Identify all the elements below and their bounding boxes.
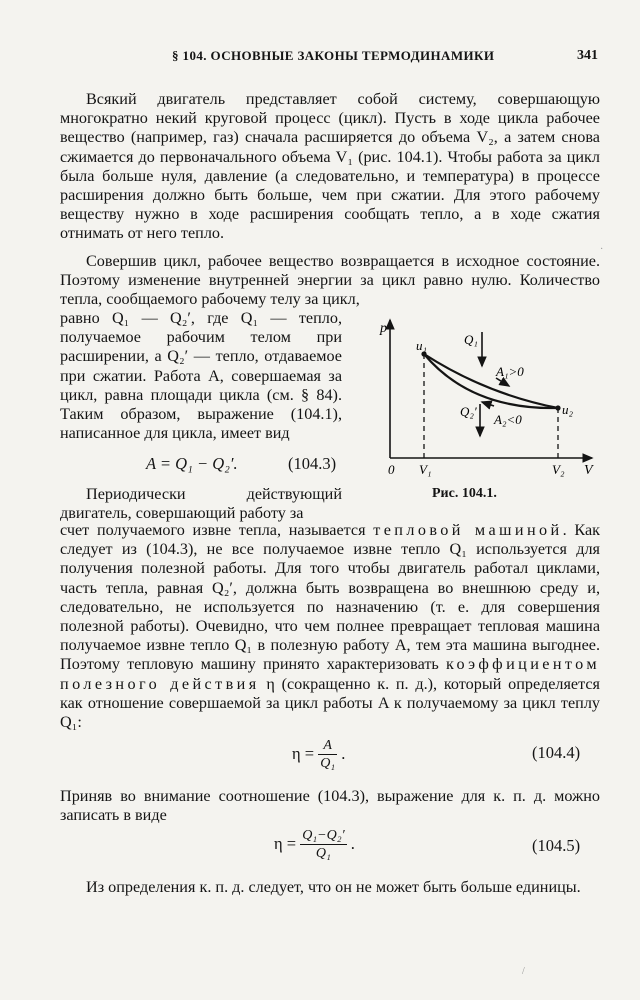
scan-speck: / xyxy=(522,966,525,977)
pv-diagram-figure xyxy=(376,312,608,482)
paragraph-1: Всякий двигатель представляет собой систему, совершающую многократно некий круговой процесс (цикл). Пусть в ходе цикла рабочее вещество (например, газ) сначала расширяется до объема V₂, а затем снова сжимается до первоначального объема V₁ (рис. 104.1). Чтобы работа за цикл была больше нуля, давление (а следовательно, и температура) в процессе расширения должно быть больше, чем при сжатии. Для этого рабочему веществу нужно в ходе расширения сообщать тепло, а в ходе сжатия отнимать от него тепло. xyxy=(60,90,600,243)
equation-104-4 xyxy=(292,738,345,772)
equation-104-5 xyxy=(274,828,355,862)
a2-label: A₂<0 xyxy=(494,412,522,427)
u2-label: u₂ xyxy=(562,402,574,417)
term-efficiency: коэффициентом полезного действия xyxy=(60,655,600,693)
equation-104-3-number: (104.3) xyxy=(288,454,337,473)
paragraph-5: Из определения к. п. д. следует, что он не может быть больше единицы. xyxy=(86,878,581,896)
section-title: § 104. ОСНОВНЫЕ ЗАКОНЫ ТЕРМОДИНАМИКИ xyxy=(172,48,495,63)
eq-104-5-tail: . xyxy=(350,833,355,853)
v2-label: V₂ xyxy=(552,462,565,477)
eq-104-5-numerator: Q₁−Q₂′ xyxy=(302,828,345,843)
equation-104-3: A = Q₁ − Q₂′. xyxy=(146,454,238,473)
compression-direction-arrow xyxy=(482,402,494,406)
running-header xyxy=(0,48,640,70)
paragraph-4: Приняв во внимание соотношение (104.3), выражение для к. п. д. можно записать в виде xyxy=(60,787,600,825)
eq-104-5-lhs: η = xyxy=(274,833,297,853)
eq-104-5-fraction xyxy=(300,828,346,862)
paragraph-2-lead: Совершив цикл, рабочее вещество возвращается в исходное состояние. Поэтому изменение внутренней энергии за цикл равно нулю. Количество тепла, сообщаемого рабочему телу за цикл, xyxy=(60,252,600,309)
v-axis-label: V xyxy=(584,463,593,478)
equation-104-4-number: (104.4) xyxy=(532,743,581,762)
origin-label: 0 xyxy=(388,462,395,477)
eq-104-4-denominator: Q₁ xyxy=(320,756,336,771)
figure-caption: Рис. 104.1. xyxy=(432,486,497,501)
state-point-2 xyxy=(555,405,560,410)
paragraph-3-part-c: η (сокращенно к. п. д.), который определяется как отношение совершаемой за цикл работы A к получаемому за цикл теплу Q₁: xyxy=(60,674,600,732)
page-number: 341 xyxy=(577,48,598,63)
eq-104-5-denominator: Q₁ xyxy=(315,846,331,861)
eq-104-4-fraction xyxy=(318,738,337,772)
term-heat-engine: тепловой машиной xyxy=(373,521,563,539)
scan-speck: · xyxy=(600,244,604,255)
v1-label: V₁ xyxy=(419,462,432,477)
expansion-direction-arrow xyxy=(496,378,509,386)
eq-104-4-tail: . xyxy=(341,743,346,763)
equation-104-5-number: (104.5) xyxy=(532,836,581,855)
paragraph-2-narrow: равно Q₁ — Q₂′, где Q₁ — тепло, получаемое рабочим телом при расширении, а Q₂′ — тепло, отдаваемое при сжатии. Работа A, совершаемая за цикл, равна площади цикла (см. § 84). Таким образом, выражение (104.1), написанное для цикла, имеет вид xyxy=(60,309,342,443)
paragraph-3-narrow: Периодически действующий двигатель, совершающий работу за xyxy=(60,485,342,523)
paragraph-3-part-a: счет получаемого извне тепла, называется xyxy=(60,521,366,539)
a1-label: A₁>0 xyxy=(496,364,524,379)
compression-curve xyxy=(424,354,558,408)
paragraph-3-part-b: . Как следует из (104.3), не все получаемое извне тепло Q₁ используется для получения полезной работы. Для того чтобы двигатель работал циклами, часть тепла, равная Q₂′, должна быть возвращена во внешнюю среду и, следовательно, не используется по назначению (т. е. для совершения полезной работы). Очевидно, что чем полнее превращает тепловая машина получаемое извне тепло Q₁ в полезную работу A, тем эта машина выгоднее. Поэтому тепловую машину принято характеризовать xyxy=(60,521,600,674)
q1-label: Q₁ xyxy=(464,332,478,347)
p-axis-label: p xyxy=(380,321,387,336)
eq-104-4-lhs: η = xyxy=(292,743,315,763)
u1-label: u₁ xyxy=(416,338,428,353)
eq-104-4-numerator: A xyxy=(318,738,337,755)
paragraph-3 xyxy=(60,521,600,732)
q2-label: Q₂′ xyxy=(460,404,477,419)
